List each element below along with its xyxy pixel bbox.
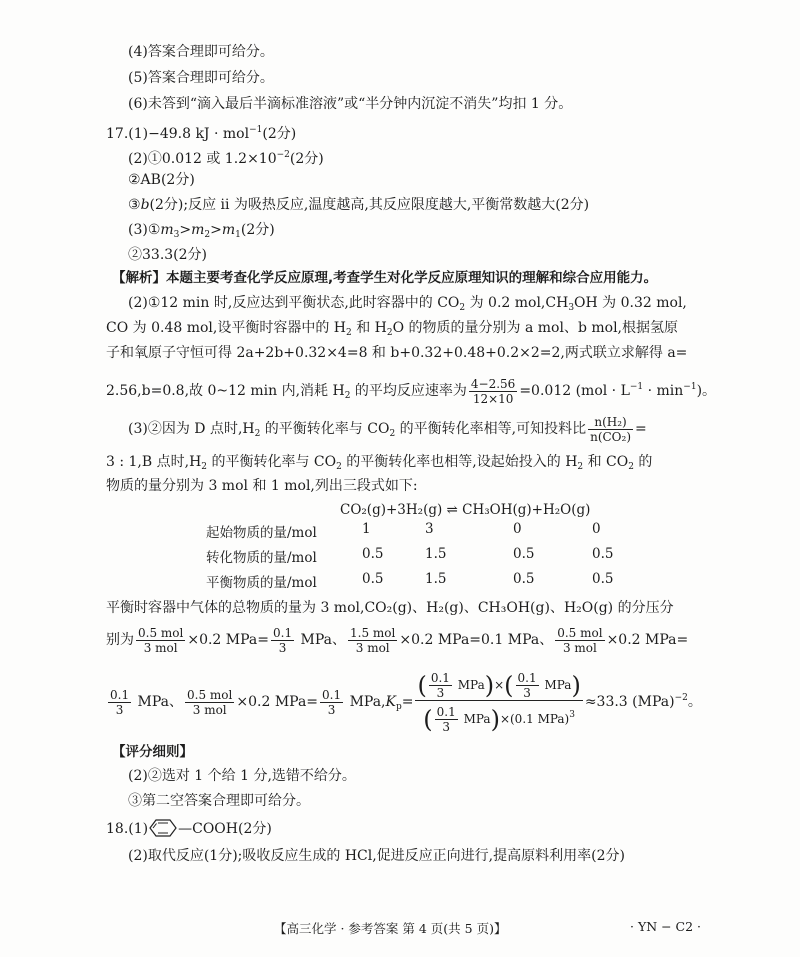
table-cell: 0.5 (513, 546, 535, 562)
q17-3a: $(3)①m_3>m_2>m_1(2$分) (128, 222, 275, 240)
rate-fraction: $\frac{4-2.56}{12\times 10}$ (470, 376, 516, 406)
q17-number: 17. (106, 126, 129, 142)
answer-5: (5)答案合理即可给分。 (128, 70, 274, 86)
table-cell: 0.5 (513, 571, 535, 587)
answer-4: (4)答案合理即可给分。 (128, 44, 274, 60)
table-cell: 0.5 (362, 546, 384, 562)
benzene-ring-icon (148, 818, 178, 838)
table-cell: 0.5 (592, 546, 614, 562)
equation: CO₂(g)+3H₂(g) ⇌ CH₃OH(g)+H₂O(g) (340, 502, 591, 518)
analysis-p1: (2)①12 min 时,反应达到平衡状态,此时容器中的 $CO_2$ 为 0.2 $mol,CH_3OH$ 为 0.32 mol, (128, 295, 687, 313)
analysis-p6: 3 : 1,B 点时$,H_2$ 的平衡转化率与 $CO_2$ 的平衡转化率也相等,设起始投入的 $H_2$ 和 $CO_2$ 的 (106, 454, 653, 472)
answer-6: (6)未答到“滴入最后半滴标准溶液”或“半分钟内沉淀不消失”均扣 1 分。 (128, 96, 573, 112)
analysis-title: 【解析】本题主要考查化学反应原理,考查学生对化学反应原理知识的理解和综合应用能力。 (112, 270, 658, 286)
q17-2a: (2)①0.012 或 $1.2\times 10^{-2}(2$分) (128, 150, 324, 167)
grading-title: 【评分细则】 (112, 744, 193, 760)
table-cell: 1.5 (425, 546, 447, 562)
q17-3b: ②33.3(2分) (128, 247, 208, 263)
footer-right: · YN − C2 · (630, 919, 702, 934)
table-row-label: 起始物质的量/mol (206, 525, 317, 541)
analysis-p9: 别为 $\frac{\text{0.5 mol}}{\text{3 mol}}$ ×0.2 MPa= $\frac{0.1}{3}$ MPa、 $\frac{\text{1.5 mol}}{\text{3 mol}}$ ×0.2 MPa=0.1 MPa、 $\frac{\text{0.5 mol}}{\text{3 mol}}$ ×0.2 MPa= (106, 625, 689, 655)
q18-1: 18.(1) —COOH(2分) (106, 818, 272, 839)
analysis-p3: 子和氧原子守恒可得 2a+2b+0.32×4=8 和 b+0.32+0.48+0.2×2=2,两式联立求解得 a= (106, 345, 688, 361)
table-cell: 1 (362, 521, 371, 537)
q17-2c: ③b(2分);反应 ⅱ 为吸热反应,温度越高,其反应限度越大,平衡常数越大(2分) (128, 197, 590, 213)
table-cell: 1.5 (425, 571, 447, 587)
analysis-p5: (3)②因为 D 点时$,H_2$ 的平衡转化率与 $CO_2$ 的平衡转化率相等,可知投料比 $\frac{\text{n(H₂)}}{\text{n(CO₂)}}$ = (128, 414, 647, 444)
table-cell: 0 (592, 521, 601, 537)
table-cell: 0.5 (362, 571, 384, 587)
q18-2: (2)取代反应(1分);吸收反应生成的 HCl,促进反应正向进行,提高原料利用率(2分) (128, 848, 625, 864)
kp-fraction: ( $\frac{0.1}{3}$ MPa)×( $\frac{0.1}{3}$ MPa) ( $\frac{0.1}{3}$ MPa)×(0.1 MPa)$^3$ (417, 670, 581, 734)
analysis-p2: CO 为 0.48 mol,设平衡时容器中的 $H_2$ 和 $H_2O$ 的物质的量分别为 a mol、b mol,根据氢原 (106, 320, 678, 338)
table-row-label: 转化物质的量/mol (206, 550, 317, 566)
footer-center: 【高三化学 · 参考答案 第 4 页(共 5 页)】 (274, 921, 507, 936)
grading-2: ③第二空答案合理即可给分。 (128, 793, 310, 809)
table-row-label: 平衡物质的量/mol (206, 575, 317, 591)
q18-number: 18. (106, 821, 129, 837)
q17-2b: ②AB(2分) (128, 172, 195, 188)
q17-1: 17.(1)−49.8 kJ · mol$^{-1}$(2分) (106, 125, 297, 142)
grading-1: (2)②选对 1 个给 1 分,选错不给分。 (128, 768, 356, 784)
analysis-p7: 物质的量分别为 3 mol 和 1 mol,列出三段式如下: (106, 478, 418, 494)
table-cell: 0 (513, 521, 522, 537)
analysis-p10: $\frac{0.1}{3}$ MPa、 $\frac{\text{0.5 mol}}{\text{3 mol}}$ ×0.2 MPa= $\frac{0.1}{3}$ $MPa,K_p=$ ( $\frac{0.1}{3}$ MPa)×( $\frac{0.1}{3}$ MPa) ( $\frac{0.1}{3}$ MPa)×(0.1 MPa)$^3$ ≈33.3 (MPa)$^{-2}$。 (110, 670, 702, 734)
analysis-p4: 2.56,b=0.8,故 0~12 min 内,消耗 $H_2$ 的平均反应速率为 $\frac{4-2.56}{12\times 10}$ =0.012 $(mol \cdot L^{-1} \cdot \min^{-1})$。 (106, 376, 717, 406)
analysis-p8: 平衡时容器中气体的总物质的量为 3 mol,CO₂(g)、H₂(g)、CH₃OH(g)、H₂O(g) 的分压分 (106, 600, 674, 616)
ratio-fraction: $\frac{\text{n(H₂)}}{\text{n(CO₂)}}$ (590, 414, 632, 444)
table-cell: 0.5 (592, 571, 614, 587)
table-cell: 3 (425, 521, 434, 537)
